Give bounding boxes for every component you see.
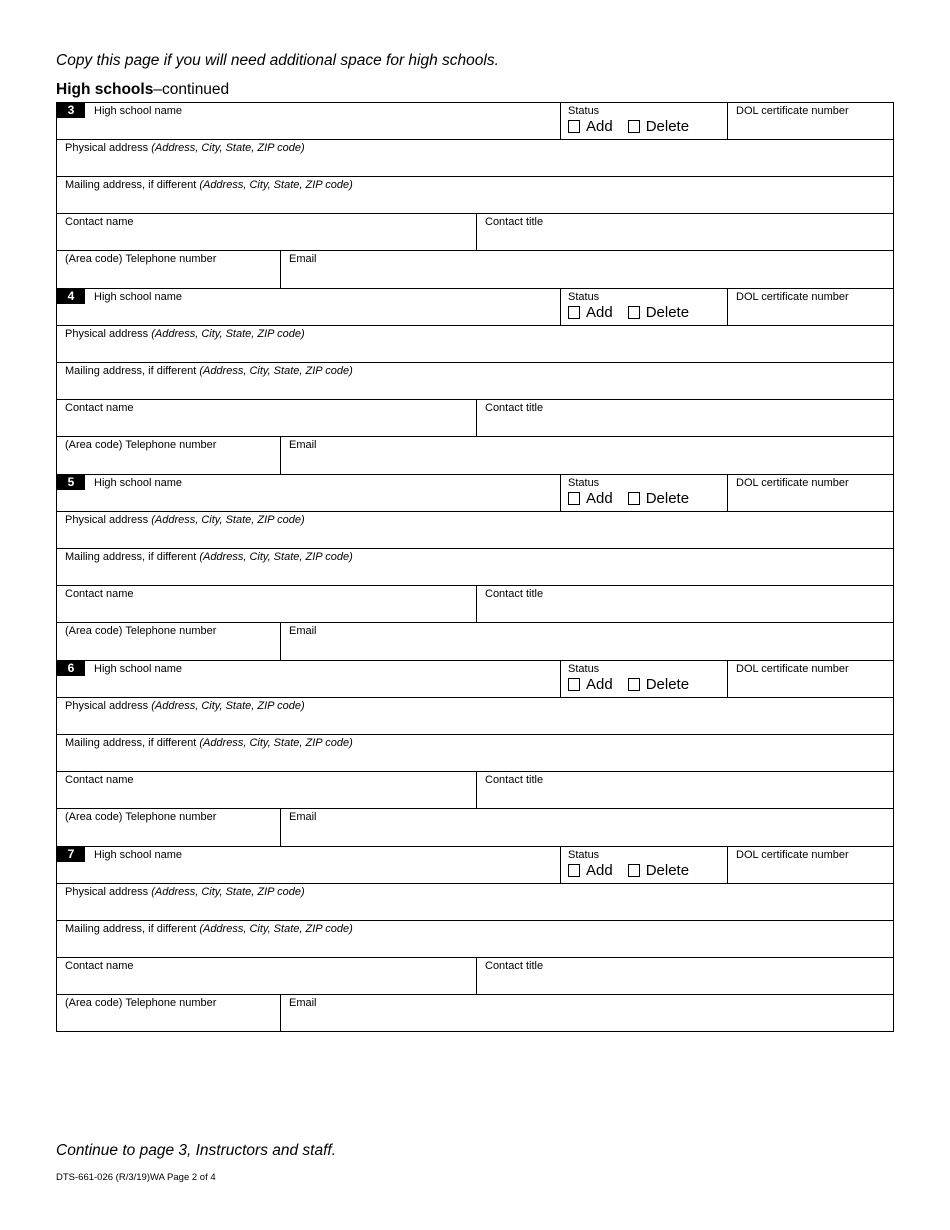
status-delete-option[interactable] <box>628 490 689 507</box>
physical-address-hint: (Address, City, State, ZIP code) <box>151 142 305 154</box>
dol-certificate-label: DOL certificate number <box>736 105 849 117</box>
contact-name-label: Contact name <box>65 960 134 972</box>
school-name-label: High school name <box>94 291 183 303</box>
contact-title-label: Contact title <box>485 774 544 786</box>
status-options <box>568 118 689 135</box>
physical-address-label <box>65 700 305 712</box>
entry-number-badge: 4 <box>57 289 85 304</box>
phone-email-row <box>57 995 893 1032</box>
contact-title-field[interactable] <box>476 400 893 436</box>
status-delete-option[interactable] <box>628 118 689 135</box>
physical-address-field[interactable] <box>57 698 893 735</box>
contact-name-field[interactable] <box>57 586 476 622</box>
contact-name-field[interactable] <box>57 400 476 436</box>
school-name-field[interactable] <box>57 289 560 325</box>
status-cell <box>560 847 727 883</box>
phone-email-row <box>57 251 893 288</box>
delete-checkbox[interactable] <box>628 120 640 133</box>
telephone-label: (Area code) Telephone number <box>65 811 217 823</box>
high-school-entry <box>56 102 894 288</box>
add-checkbox[interactable] <box>568 492 580 505</box>
mailing-address-field[interactable] <box>57 921 893 958</box>
add-checkbox[interactable] <box>568 678 580 691</box>
physical-address-label <box>65 328 305 340</box>
physical-address-field[interactable] <box>57 884 893 921</box>
school-name-field[interactable] <box>57 475 560 511</box>
mailing-address-label <box>65 551 353 563</box>
physical-address-main: Physical address <box>65 514 152 526</box>
email-field[interactable] <box>280 995 893 1032</box>
dol-certificate-field[interactable] <box>727 289 893 325</box>
physical-address-hint: (Address, City, State, ZIP code) <box>151 886 305 898</box>
dol-certificate-label: DOL certificate number <box>736 291 849 303</box>
school-name-label: High school name <box>94 663 183 675</box>
physical-address-main: Physical address <box>65 142 152 154</box>
email-field[interactable] <box>280 809 893 846</box>
status-cell <box>560 103 727 139</box>
high-school-entry <box>56 474 894 660</box>
contact-row <box>57 958 893 995</box>
telephone-field[interactable] <box>57 809 280 846</box>
section-subtitle: –continued <box>153 81 230 98</box>
school-name-field[interactable] <box>57 847 560 883</box>
email-field[interactable] <box>280 437 893 474</box>
mailing-address-label <box>65 923 353 935</box>
status-cell <box>560 289 727 325</box>
telephone-field[interactable] <box>57 251 280 288</box>
dol-certificate-field[interactable] <box>727 847 893 883</box>
status-options <box>568 676 689 693</box>
delete-checkbox[interactable] <box>628 864 640 877</box>
status-options <box>568 490 689 507</box>
delete-label: Delete <box>645 490 690 507</box>
dol-certificate-label: DOL certificate number <box>736 477 849 489</box>
add-label: Add <box>586 118 613 135</box>
continue-note: Continue to page 3, Instructors and staff. <box>56 1142 337 1159</box>
physical-address-field[interactable] <box>57 140 893 177</box>
mailing-address-main: Mailing address, if different <box>65 179 200 191</box>
mailing-address-main: Mailing address, if different <box>65 365 200 377</box>
entry-number-badge: 3 <box>57 103 85 118</box>
entry-number-badge: 5 <box>57 475 85 490</box>
telephone-field[interactable] <box>57 995 280 1032</box>
status-delete-option[interactable] <box>628 304 689 321</box>
status-options <box>568 304 689 321</box>
entry-number-badge: 7 <box>57 847 85 862</box>
mailing-address-hint: (Address, City, State, ZIP code) <box>199 737 353 749</box>
physical-address-main: Physical address <box>65 886 152 898</box>
mailing-address-main: Mailing address, if different <box>65 737 200 749</box>
physical-address-label <box>65 886 305 898</box>
contact-title-label: Contact title <box>485 588 544 600</box>
delete-label: Delete <box>645 118 690 135</box>
status-add-option[interactable] <box>568 862 613 879</box>
contact-name-label: Contact name <box>65 588 134 600</box>
mailing-address-hint: (Address, City, State, ZIP code) <box>199 179 353 191</box>
add-label: Add <box>586 676 613 693</box>
physical-address-label <box>65 142 305 154</box>
contact-title-field[interactable] <box>476 772 893 808</box>
high-school-entry <box>56 846 894 1032</box>
school-name-label: High school name <box>94 849 183 861</box>
email-label: Email <box>289 253 317 265</box>
email-field[interactable] <box>280 623 893 660</box>
phone-email-row <box>57 623 893 660</box>
add-label: Add <box>586 304 613 321</box>
delete-label: Delete <box>645 676 690 693</box>
status-add-option[interactable] <box>568 676 613 693</box>
status-label: Status <box>568 105 600 117</box>
delete-label: Delete <box>645 862 690 879</box>
status-options <box>568 862 689 879</box>
school-name-row <box>57 847 893 884</box>
physical-address-field[interactable] <box>57 326 893 363</box>
mailing-address-main: Mailing address, if different <box>65 551 200 563</box>
delete-checkbox[interactable] <box>628 306 640 319</box>
school-name-field[interactable] <box>57 103 560 139</box>
dol-certificate-field[interactable] <box>727 475 893 511</box>
mailing-address-label <box>65 737 353 749</box>
telephone-label: (Area code) Telephone number <box>65 253 217 265</box>
status-cell <box>560 475 727 511</box>
status-add-option[interactable] <box>568 490 613 507</box>
school-name-row <box>57 289 893 326</box>
mailing-address-field[interactable] <box>57 549 893 586</box>
status-delete-option[interactable] <box>628 862 689 879</box>
email-label: Email <box>289 439 317 451</box>
telephone-field[interactable] <box>57 437 280 474</box>
contact-title-field[interactable] <box>476 958 893 994</box>
contact-name-field[interactable] <box>57 214 476 250</box>
contact-row <box>57 400 893 437</box>
email-label: Email <box>289 811 317 823</box>
physical-address-main: Physical address <box>65 328 152 340</box>
phone-email-row <box>57 809 893 846</box>
school-name-label: High school name <box>94 105 183 117</box>
add-label: Add <box>586 862 613 879</box>
high-schools-form <box>56 102 894 1032</box>
dol-certificate-label: DOL certificate number <box>736 663 849 675</box>
status-delete-option[interactable] <box>628 676 689 693</box>
add-checkbox[interactable] <box>568 120 580 133</box>
contact-name-label: Contact name <box>65 774 134 786</box>
contact-title-label: Contact title <box>485 216 544 228</box>
delete-checkbox[interactable] <box>628 492 640 505</box>
email-label: Email <box>289 997 317 1009</box>
school-name-row <box>57 103 893 140</box>
physical-address-hint: (Address, City, State, ZIP code) <box>151 328 305 340</box>
dol-certificate-label: DOL certificate number <box>736 849 849 861</box>
physical-address-main: Physical address <box>65 700 152 712</box>
mailing-address-field[interactable] <box>57 735 893 772</box>
physical-address-hint: (Address, City, State, ZIP code) <box>151 514 305 526</box>
add-label: Add <box>586 490 613 507</box>
telephone-label: (Area code) Telephone number <box>65 439 217 451</box>
status-add-option[interactable] <box>568 118 613 135</box>
status-add-option[interactable] <box>568 304 613 321</box>
mailing-address-field[interactable] <box>57 363 893 400</box>
contact-title-label: Contact title <box>485 960 544 972</box>
contact-title-field[interactable] <box>476 586 893 622</box>
entry-number-badge: 6 <box>57 661 85 676</box>
email-label: Email <box>289 625 317 637</box>
telephone-field[interactable] <box>57 623 280 660</box>
contact-row <box>57 214 893 251</box>
delete-label: Delete <box>645 304 690 321</box>
contact-name-label: Contact name <box>65 402 134 414</box>
mailing-address-main: Mailing address, if different <box>65 923 200 935</box>
contact-row <box>57 772 893 809</box>
mailing-address-hint: (Address, City, State, ZIP code) <box>199 551 353 563</box>
physical-address-label <box>65 514 305 526</box>
telephone-label: (Area code) Telephone number <box>65 997 217 1009</box>
status-cell <box>560 661 727 697</box>
mailing-address-label <box>65 179 353 191</box>
phone-email-row <box>57 437 893 474</box>
mailing-address-hint: (Address, City, State, ZIP code) <box>199 923 353 935</box>
add-checkbox[interactable] <box>568 864 580 877</box>
contact-title-label: Contact title <box>485 402 544 414</box>
telephone-label: (Area code) Telephone number <box>65 625 217 637</box>
contact-name-field[interactable] <box>57 958 476 994</box>
high-school-entry <box>56 288 894 474</box>
high-school-entry <box>56 660 894 846</box>
dol-certificate-field[interactable] <box>727 661 893 697</box>
school-name-label: High school name <box>94 477 183 489</box>
section-title: High schools <box>56 81 154 98</box>
status-label: Status <box>568 849 600 861</box>
contact-name-field[interactable] <box>57 772 476 808</box>
contact-name-label: Contact name <box>65 216 134 228</box>
status-label: Status <box>568 291 600 303</box>
physical-address-field[interactable] <box>57 512 893 549</box>
add-checkbox[interactable] <box>568 306 580 319</box>
email-field[interactable] <box>280 251 893 288</box>
section-heading <box>56 81 229 99</box>
school-name-row <box>57 475 893 512</box>
contact-title-field[interactable] <box>476 214 893 250</box>
school-name-field[interactable] <box>57 661 560 697</box>
status-label: Status <box>568 477 600 489</box>
mailing-address-hint: (Address, City, State, ZIP code) <box>199 365 353 377</box>
status-label: Status <box>568 663 600 675</box>
physical-address-hint: (Address, City, State, ZIP code) <box>151 700 305 712</box>
mailing-address-field[interactable] <box>57 177 893 214</box>
contact-row <box>57 586 893 623</box>
dol-certificate-field[interactable] <box>727 103 893 139</box>
delete-checkbox[interactable] <box>628 678 640 691</box>
form-identifier: DTS-661-026 (R/3/19)WA Page 2 of 4 <box>56 1172 216 1183</box>
mailing-address-label <box>65 365 353 377</box>
school-name-row <box>57 661 893 698</box>
instruction-text: Copy this page if you will need additional space for high schools. <box>56 52 499 69</box>
